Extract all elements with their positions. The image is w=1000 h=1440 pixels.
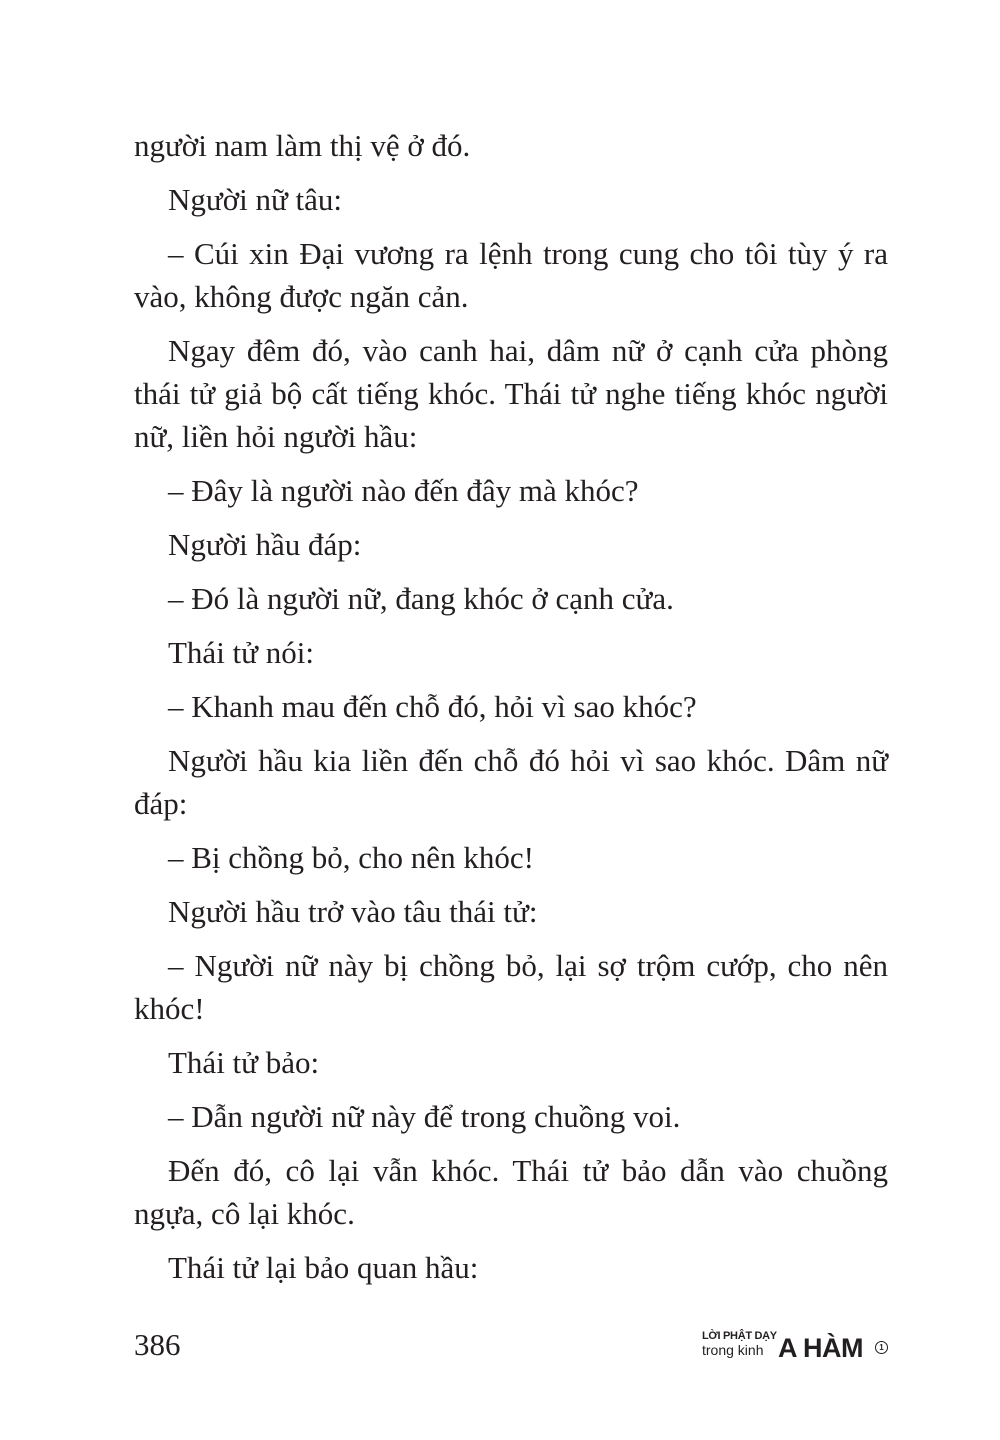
running-title — [702, 1330, 892, 1364]
paragraph-14: Thái tử bảo: — [168, 1045, 320, 1080]
paragraph-10: Người hầu kia liền đến chỗ đó hỏi vì sao khóc. Dâm nữ đáp: — [134, 743, 888, 821]
paragraph-6: Người hầu đáp: — [168, 527, 362, 562]
running-title-main: A HÀM — [778, 1333, 863, 1363]
paragraph-5: – Đây là người nào đến đây mà khóc? — [168, 473, 639, 508]
paragraph-3: – Cúi xin Đại vương ra lệnh trong cung cho tôi tùy ý ra vào, không được ngăn cản. — [134, 236, 888, 314]
paragraph-4: Ngay đêm đó, vào canh hai, dâm nữ ở cạnh cửa phòng thái tử giả bộ cất tiếng khóc. Thái tử nghe tiếng khóc người nữ, liền hỏi người hầu: — [134, 333, 888, 454]
page-body-text — [134, 124, 888, 1300]
paragraph-1: người nam làm thị vệ ở đó. — [134, 128, 471, 163]
paragraph-11: – Bị chồng bỏ, cho nên khóc! — [168, 840, 534, 875]
paragraph-13: – Người nữ này bị chồng bỏ, lại sợ trộm cướp, cho nên khóc! — [134, 948, 888, 1026]
paragraph-12: Người hầu trở vào tâu thái tử: — [168, 894, 538, 929]
running-title-top: LỜI PHẬT DẠY — [702, 1330, 777, 1342]
paragraph-17: Thái tử lại bảo quan hầu: — [168, 1250, 479, 1285]
page-number: 386 — [134, 1327, 181, 1362]
volume-badge: 1 — [875, 1341, 888, 1354]
paragraph-8: Thái tử nói: — [168, 635, 314, 670]
paragraph-7: – Đó là người nữ, đang khóc ở cạnh cửa. — [168, 581, 674, 616]
paragraph-2: Người nữ tâu: — [168, 182, 342, 217]
paragraph-16: Đến đó, cô lại vẫn khóc. Thái tử bảo dẫn vào chuồng ngựa, cô lại khóc. — [134, 1153, 888, 1231]
running-title-bottom: trong kinh — [702, 1342, 764, 1358]
paragraph-9: – Khanh mau đến chỗ đó, hỏi vì sao khóc? — [168, 689, 697, 724]
paragraph-15: – Dẫn người nữ này để trong chuồng voi. — [168, 1099, 681, 1134]
